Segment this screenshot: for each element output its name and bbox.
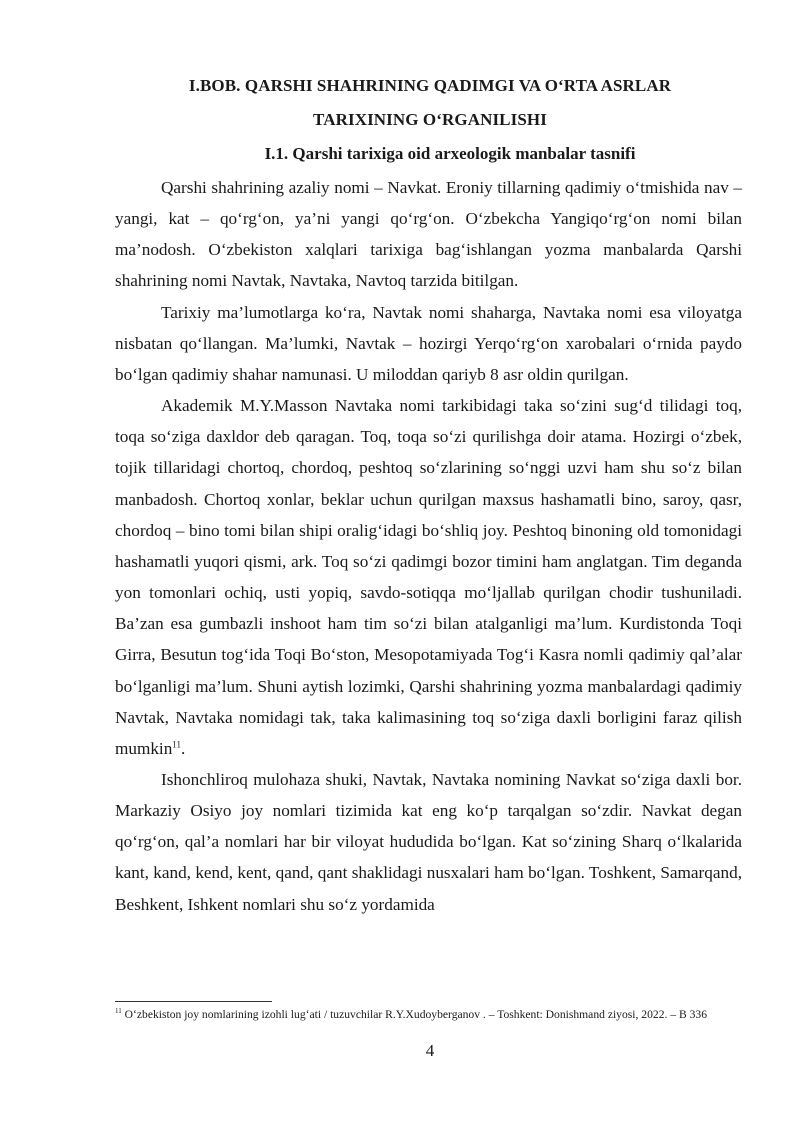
footnote: [115, 1007, 742, 1023]
chapter-title-line-2: TARIXINING O‘RGANILISHI: [313, 110, 547, 129]
footnote-reference[interactable]: 11: [172, 739, 181, 750]
footnote-marker: 11: [115, 1007, 122, 1016]
paragraph-3: [115, 390, 742, 764]
paragraph-3-text: Akademik M.Y.Masson Navtaka nomi tarkibidagi taka so‘zini sug‘d tilidagi toq, toqa so‘ziga daxldor deb qaragan. Toq, toqa so‘zi qurilishga doir atama. Hozirgi o‘zbek, tojik tillaridagi chortoq, chordoq, peshtoq so‘zlarining so‘nggi uzvi ham shu so‘z bilan manbadosh. Chortoq xonlar, beklar uchun qurilgan maxsus hashamatli bino, saroy, qasr, chordoq – bino tomi bilan shipi oralig‘idagi bo‘shliq joy. Peshtoq binoning old tomonidagi hashamatli yuqori qismi, ark. Toq so‘zi qadimgi bozor timini ham anglatgan. Tim deganda yon tomonlari ochiq, usti yopiq, savdo-sotiqqa mo‘ljallab qurilgan chodir tushuniladi. Ba’zan esa gumbazli inshoot ham tim so‘zi bilan atalganligi ma’lum. Kurdistonda Toqi Girra, Besutun tog‘ida Toqi Bo‘ston, Mesopotamiyada Tog‘i Kasra nomli qadimiy qal’alar bo‘lganligi ma’lum. Shuni aytish lozimki, Qarshi shahrining yozma manbalardagi qadimiy Navtak, Navtaka nomidagi tak, taka kalimasining toq so‘ziga daxli borligini faraz qilish mumkin: [115, 396, 742, 758]
paragraph-1: Qarshi shahrining azaliy nomi – Navkat. Eroniy tillarning qadimiy o‘tmishida nav – yangi, kat – qo‘rg‘on, ya’ni yangi qo‘rg‘on. O‘zbekcha Yangiqo‘rg‘on nomi bilan ma’nodosh. O‘zbekiston xalqlari tarixiga bag‘ishlangan yozma manbalarda Qarshi shahrining nomi Navtak, Navtaka, Navtoq tarzida bitilgan.: [115, 178, 742, 291]
paragraph-2: Tarixiy ma’lumotlarga ko‘ra, Navtak nomi shaharga, Navtaka nomi esa viloyatga nisbatan qo‘llangan. Ma’lumki, Navtak – hozirgi Yerqo‘rg‘on xarobalari o‘rnida paydo bo‘lgan qadimiy shahar namunasi. U miloddan qariyb 8 asr oldin qurilgan.: [115, 302, 742, 384]
page-number: 4: [425, 1041, 435, 1060]
body-text: [115, 172, 742, 920]
footnote-text: O‘zbekiston joy nomlarining izohli lug‘ati / tuzuvchilar R.Y.Xudoyberganov . – Toshkent: Donishmand ziyosi, 2022. – B 336: [121, 1008, 708, 1021]
footnote-divider: [115, 1001, 272, 1002]
paragraph-4: Ishonchliroq mulohaza shuki, Navtak, Navtaka nomining Navkat so‘ziga daxli bor. Markaziy Osiyo joy nomlari tizimida kat eng ko‘p tarqalgan so‘zdir. Navkat degan qo‘rg‘on, qal’a nomlari har bir viloyat hududida bo‘lgan. Kat so‘zining Sharq o‘lkalarida kant, kand, kend, kent, qand, qant shaklidagi nusxalari ham bo‘lgan. Toshkent, Samarqand, Beshkent, Ishkent nomlari shu so‘z yordamida: [115, 769, 742, 914]
section-title: I.1. Qarshi tarixiga oid arxeologik manbalar tasnifi: [264, 144, 636, 163]
paragraph-3-end: .: [180, 738, 186, 758]
chapter-title-line-1: I.BOB. QARSHI SHAHRINING QADIMGI VA O‘RTA ASRLAR: [188, 76, 672, 95]
